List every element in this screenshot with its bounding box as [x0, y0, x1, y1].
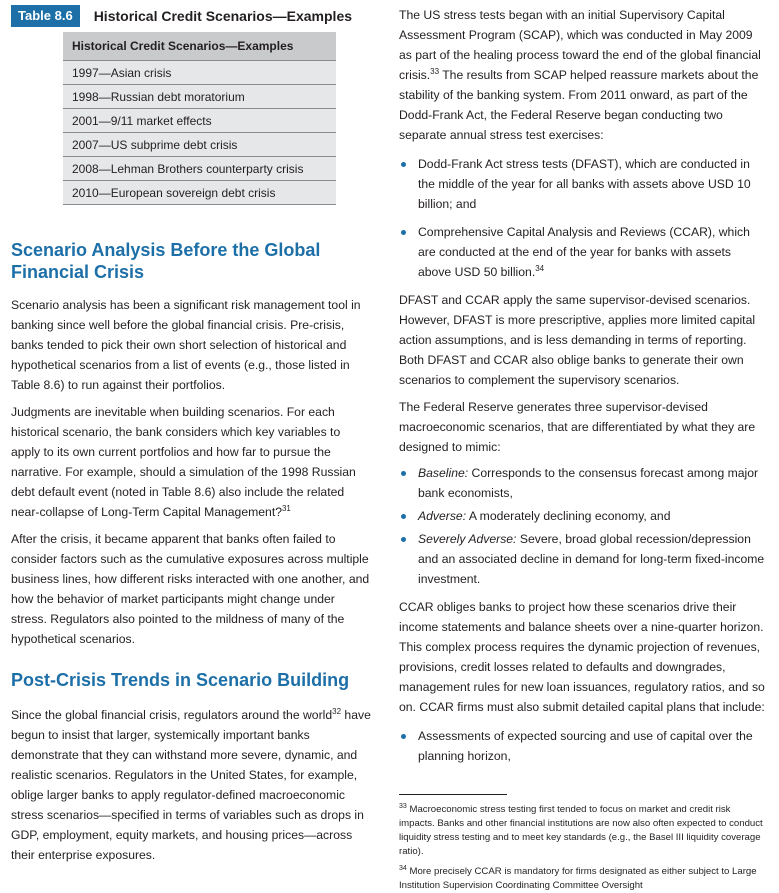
footnote-number: 33 [399, 802, 407, 810]
table-row: 2007—US subprime debt crisis [63, 133, 336, 157]
paragraph: CCAR obliges banks to project how these scenarios drive their income statements and balance sheets over a nine-quarter horizon. This complex process requires the dynamic projection of revenues, provisions, credit losses related to defaults and downgrades, management rules for new loan issuances, regulatory ratios, and so on. CCAR firms must also submit detailed capital plans that include: [399, 600, 765, 714]
paragraph-text: Judgments are inevitable when building scenarios. For each historical scenario, the bank considers which key variables to apply to its own current portfolios and how far to pursue the narrative. For example, should a simulation of the 1998 Russian debt default event (noted in Table 8.6) also include the related near-collapse of Long-Term Capital Management? [11, 405, 356, 519]
list-item-text: Dodd-Frank Act stress tests (DFAST), which are conducted in the middle of the year for all banks with assets above USD 10 billion; and [418, 157, 751, 211]
bullet-icon [401, 734, 406, 739]
list-item-term: Severely Adverse: [418, 532, 517, 546]
list-item-text: Assessments of expected sourcing and use of capital over the planning horizon, [418, 729, 753, 763]
list-item [399, 154, 765, 214]
paragraph-text: Since the global financial crisis, regulators around the world [11, 708, 333, 722]
footnote-text: Macroeconomic stress testing first tended to focus on market and credit risk impacts. Banks and other financial institutions are now also often expected to conduct liquidity stress testing and to meet key standards (e.g., the Basel III liquidity coverage ratio). [399, 804, 763, 857]
list-item [399, 529, 765, 589]
historical-scenarios-table [63, 32, 336, 205]
footnote-ref[interactable]: 33 [430, 66, 440, 76]
table-row: 1998—Russian debt moratorium [63, 85, 336, 109]
bullet-icon [401, 471, 406, 476]
paragraph-text: The results from SCAP helped reassure markets about the stability of the banking system. From 2011 onward, as part of the Dodd-Frank Act, the Federal Reserve began conducting two separate annual stress test exercises: [399, 68, 759, 142]
list-item-term: Baseline: [418, 466, 469, 480]
list-item-text: A moderately declining economy, and [466, 509, 671, 523]
paragraph: Scenario analysis has been a significant risk management tool in banking since well before the global financial crisis. Pre-crisis, banks tended to pick their own short selection of historical and hypothetical scenarios from a list of events (e.g., those listed in Table 8.6) to run against their portfolios. [11, 298, 361, 392]
footnote-number: 34 [399, 864, 407, 872]
paragraph-text: The US stress tests began with an initial Supervisory Capital Assessment Program (SCAP), which was conducted in May 2009 as part of the healing process toward the end of the global financial crisis. [399, 8, 761, 82]
footnote-text: More precisely CCAR is mandatory for firms designated as either subject to Large Institution Supervision Coordinating Committee Oversight [399, 866, 757, 891]
table-row: 1997—Asian crisis [63, 61, 336, 85]
scenario-types-list [399, 463, 765, 589]
bullet-icon [401, 230, 406, 235]
table-caption [11, 4, 371, 28]
list-item-text: Severe, broad global recession/depression and an associated decline in demand for long-term fixed-income investment. [418, 532, 765, 586]
table-number-tag: Table 8.6 [11, 5, 80, 27]
right-column [399, 0, 765, 893]
bullet-icon [401, 514, 406, 519]
paragraph-text: have begun to insist that larger, systemically important banks demonstrate that they can withstand more severe, dynamic, and realistic scenarios. Regulators in the United States, for example, oblige larger banks to apply regulator-defined macroeconomic stress scenarios—specified in terms of variables such as drops in GDP, employment, equity markets, and housing prices—across their enterprise exposures. [11, 708, 371, 862]
bullet-icon [401, 162, 406, 167]
table-title: Historical Credit Scenarios—Examples [93, 8, 353, 24]
capital-plan-list [399, 726, 765, 766]
table-row: 2010—European sovereign debt crisis [63, 181, 336, 205]
table-header-cell: Historical Credit Scenarios—Examples [63, 32, 336, 61]
list-item [399, 222, 765, 282]
section-heading-post-crisis: Post-Crisis Trends in Scenario Building [11, 670, 350, 690]
list-item [399, 506, 765, 526]
footnote-divider [399, 794, 507, 795]
bullet-icon [401, 537, 406, 542]
stress-test-list [399, 154, 765, 282]
table-row: 2001—9/11 market effects [63, 109, 336, 133]
section-heading-pre-crisis: Scenario Analysis Before the Global Financial Crisis [11, 240, 321, 282]
list-item [399, 463, 765, 503]
paragraph: After the crisis, it became apparent that banks often failed to consider factors such as the cumulative exposures across multiple business lines, how different risks interacted with one another, and how the behavior of market participants might change under stress. Regulators also pointed to the mildness of many of the hypothetical scenarios. [11, 532, 370, 646]
footnote-ref[interactable]: 32 [332, 706, 342, 716]
left-column [11, 0, 371, 865]
paragraph [11, 402, 371, 522]
paragraph [399, 5, 765, 145]
list-item-text: Corresponds to the consensus forecast among major bank economists, [418, 466, 759, 500]
paragraph: DFAST and CCAR apply the same supervisor-devised scenarios. However, DFAST is more prescriptive, applies more limited capital action assumptions, and is less demanding in terms of reporting. Both DFAST and CCAR also oblige banks to generate their own scenarios to complement the supervisory scenarios. [399, 293, 756, 387]
paragraph: The Federal Reserve generates three supervisor-devised macroeconomic scenarios, that are differentiated by what they are designed to mimic: [399, 400, 756, 454]
footnote-ref[interactable]: 31 [281, 503, 291, 513]
footnote-ref[interactable]: 34 [535, 263, 545, 273]
table-row: 2008—Lehman Brothers counterparty crisis [63, 157, 336, 181]
paragraph [11, 705, 371, 865]
footnote [399, 803, 765, 859]
footnote [399, 865, 765, 893]
list-item-term: Adverse: [418, 509, 467, 523]
list-item [399, 726, 765, 766]
list-item-text: Comprehensive Capital Analysis and Reviews (CCAR), which are conducted at the end of the year for banks with assets above USD 50 billion. [418, 225, 750, 279]
